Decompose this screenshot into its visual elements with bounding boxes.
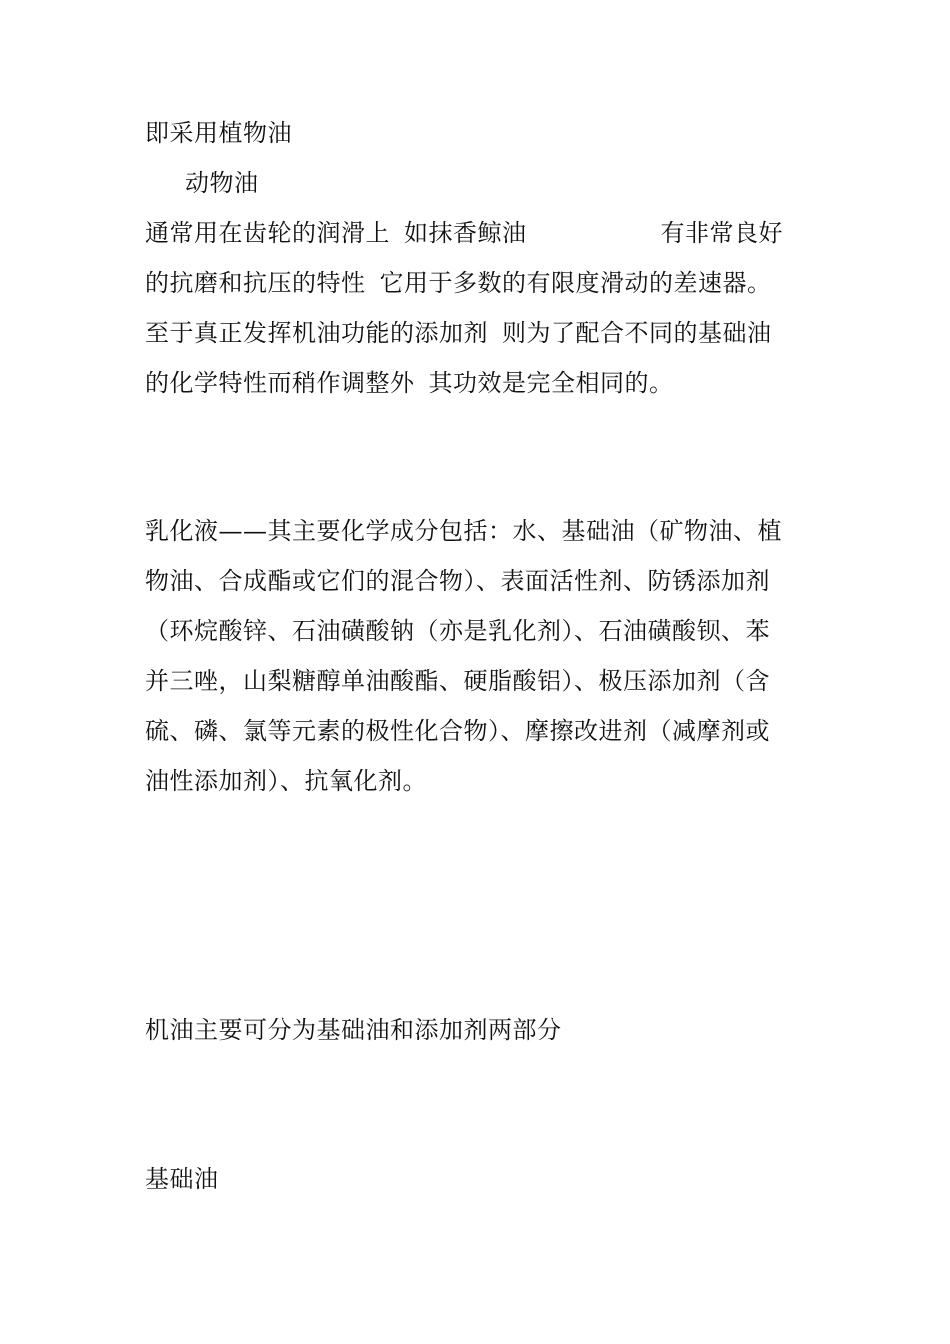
paragraph-line: 机油主要可分为基础油和添加剂两部分	[145, 1016, 562, 1044]
paragraph-line: 物油、合成酯或它们的混合物）、表面活性剂、防锈添加剂	[145, 567, 770, 595]
text-segment: 至于真正发挥机油功能的添加剂	[145, 319, 488, 347]
text-segment: 的化学特性而稍作调整外	[145, 369, 415, 397]
paragraph-line	[145, 269, 772, 297]
text-segment: 则为了配合不同的基础油	[502, 319, 772, 347]
paragraph-line: 油性添加剂）、抗氧化剂。	[145, 767, 427, 795]
paragraph-line: （环烷酸锌、石油磺酸钠（亦是乳化剂）、石油磺酸钡、苯	[145, 617, 770, 645]
text-segment: 其功效是完全相同的。	[428, 369, 674, 397]
text-segment: 如抹香鲸油	[404, 219, 527, 247]
paragraph-line: 乳化液——其主要化学成分包括：水、基础油（矿物油、植	[145, 517, 782, 545]
paragraph-line: 并三唑，山梨糖醇单油酸酯、硬脂酸铝）、极压添加剂（含	[145, 667, 770, 695]
paragraph-line: 硫、磷、氯等元素的极性化合物）、摩擦改进剂（减摩剂或	[145, 717, 770, 745]
text-segment: 它用于多数的有限度滑动的差速器。	[379, 269, 772, 297]
text-segment: 有非常良好	[660, 219, 783, 247]
paragraph-line	[145, 369, 674, 397]
paragraph-line: 即采用植物油	[145, 119, 292, 147]
paragraph-line	[145, 319, 772, 347]
section-heading: 基础油	[145, 1165, 219, 1193]
paragraph-line	[145, 219, 783, 247]
paragraph-line: 动物油	[185, 169, 259, 197]
text-segment: 通常用在齿轮的润滑上	[145, 219, 390, 247]
text-segment: 的抗磨和抗压的特性	[145, 269, 366, 297]
